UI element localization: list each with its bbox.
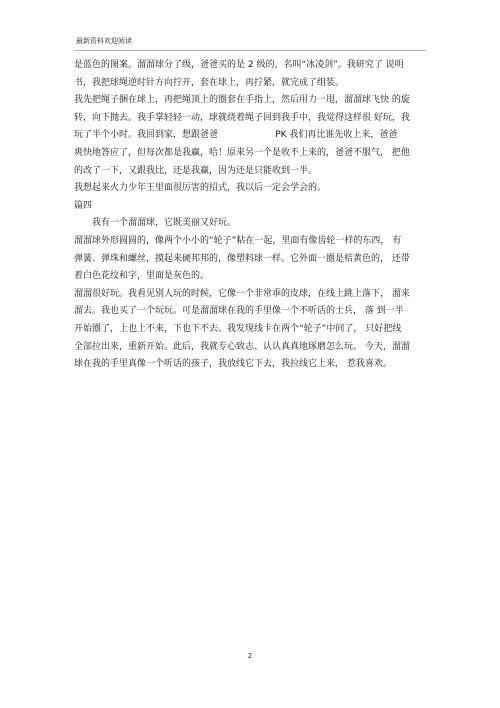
text-line: 球在我的手里真像一个听话的孩子，我放线它下去，我拉线它上来， 惹我喜欢。 — [74, 359, 392, 370]
text-line: 我先把绳子捆在球上，再把绳顶上的圈套在手指上，然后用力一甩，溜溜球飞快 的旋 — [74, 95, 410, 106]
text-line: 的改了一下，又跟我比，还是我赢，因为还是只能收到一半。 — [74, 165, 318, 176]
text-line: 开始圈了，上也上不来，下也下不去。我发现线卡在两个“轮子”中间了， 只好把线 — [74, 323, 402, 334]
text-line: 是蓝色的图案。溜溜球分了级，爸爸买的是 2 级的，名叫“冰凌剑”。我研究了 说明 — [74, 60, 404, 70]
section-heading: 篇四 — [74, 200, 93, 211]
text-line: 我有一个溜溜球，它既美丽又好玩。 — [92, 218, 237, 229]
text-line: 溜溜球外形圆圆的，像两个小小的“轮子”粘在一起，里面有像齿轮一样的东西， 有 — [74, 235, 402, 246]
text-line: 溜去。我也买了一个玩玩。可是溜溜球在我的手里像一个不听话的士兵， 落 到一半 — [74, 306, 404, 317]
page-header: 最新资料欢迎阅读 — [76, 37, 132, 45]
page-number: 2 — [247, 652, 253, 660]
text-line: 弹簧、弹珠和螺丝，摸起来硬邦邦的，像塑料球一样。它外面一圈是桔黄色的， 还带 — [74, 253, 410, 264]
text-line: 全部拉出来，重新开始。此后，我就专心致志、认认真真地琢磨怎么玩。 今天，溜溜 — [74, 341, 410, 352]
header-divider — [74, 50, 426, 51]
text-line: 着白色花纹和字，里面是灰色的。 — [74, 271, 210, 282]
text-line: 玩了半个小时。我回到家，想跟爸爸 PK 我们再比谁先收上来，爸爸 — [74, 130, 398, 141]
document-body — [74, 57, 430, 374]
text-line: 溜溜很好玩。我看见别人玩的时候，它像一个非常乖的皮球，在线上跳上落下， 溜来 — [74, 288, 410, 299]
text-line: 书，我把球绳逆时针方向拧开，套在球上，再拧紧，就完成了组装。 — [74, 77, 345, 88]
text-line: 我想起来火力少年王里面很厉害的招式，我以后一定会学会的。 — [74, 183, 327, 194]
text-line: 转，向下抛去。我手掌轻轻一动，球就绕着绳子回到我手中，我觉得这样很 好玩，我 — [74, 112, 410, 123]
text-line: 爽快地答应了，但每次都是我赢，哈！原来另一个是收不上来的，爸爸不服气， 把他 — [74, 147, 410, 158]
